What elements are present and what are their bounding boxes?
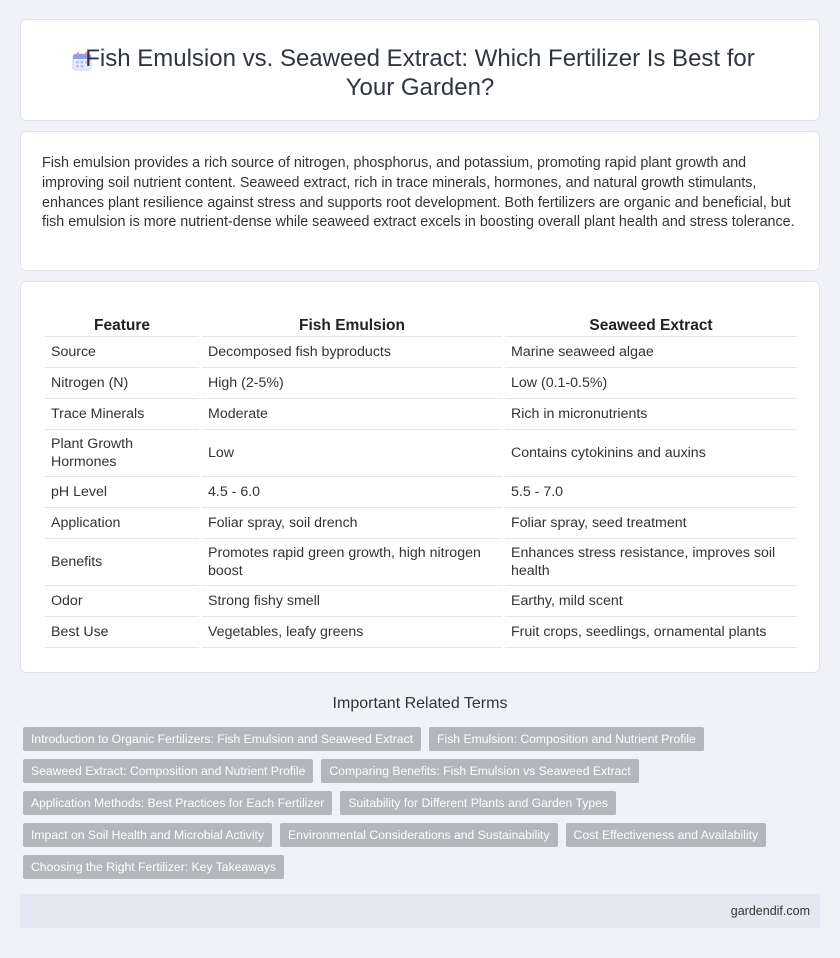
- table-cell-fish: Foliar spray, soil drench: [202, 508, 502, 539]
- table-cell-feature: Application: [45, 508, 199, 539]
- table-cell-seaweed: Low (0.1-0.5%): [505, 368, 797, 399]
- related-term-tag[interactable]: Comparing Benefits: Fish Emulsion vs Seaweed Extract: [321, 759, 638, 783]
- related-term-tag[interactable]: Suitability for Different Plants and Garden Types: [340, 791, 616, 815]
- table-cell-fish: Moderate: [202, 399, 502, 430]
- related-terms-title: Important Related Terms: [332, 695, 508, 712]
- table-cell-seaweed: Fruit crops, seedlings, ornamental plants: [505, 617, 797, 648]
- related-term-tag[interactable]: Seaweed Extract: Composition and Nutrient Profile: [23, 759, 313, 783]
- table-cell-fish: 4.5 - 6.0: [202, 477, 502, 508]
- table-cell-fish: Promotes rapid green growth, high nitrogen boost: [202, 539, 502, 586]
- related-term-tag[interactable]: Application Methods: Best Practices for Each Fertilizer: [23, 791, 332, 815]
- table-cell-seaweed: Marine seaweed algae: [505, 337, 797, 368]
- related-terms-list: [23, 727, 823, 879]
- header-fish-emulsion: Fish Emulsion: [202, 316, 502, 337]
- related-term-tag[interactable]: Impact on Soil Health and Microbial Activity: [23, 823, 272, 847]
- related-term-tag[interactable]: Environmental Considerations and Sustainability: [280, 823, 558, 847]
- table-cell-fish: Vegetables, leafy greens: [202, 617, 502, 648]
- related-term-tag[interactable]: Fish Emulsion: Composition and Nutrient Profile: [429, 727, 704, 751]
- header-card: [20, 19, 820, 121]
- table-cell-feature: pH Level: [45, 477, 199, 508]
- table-row: [45, 368, 797, 399]
- header-seaweed-extract: Seaweed Extract: [505, 316, 797, 337]
- comparison-table-card: [20, 281, 820, 673]
- table-cell-feature: Best Use: [45, 617, 199, 648]
- table-cell-feature: Odor: [45, 586, 199, 617]
- table-cell-seaweed: Earthy, mild scent: [505, 586, 797, 617]
- table-cell-seaweed: Foliar spray, seed treatment: [505, 508, 797, 539]
- comparison-table: [42, 316, 800, 648]
- table-cell-seaweed: Contains cytokinins and auxins: [505, 430, 797, 477]
- table-row: [45, 586, 797, 617]
- table-cell-fish: Decomposed fish byproducts: [202, 337, 502, 368]
- table-header-row: [45, 316, 797, 337]
- table-cell-fish: Strong fishy smell: [202, 586, 502, 617]
- table-cell-feature: Benefits: [45, 539, 199, 586]
- page-title-line-2: Your Garden?: [345, 74, 495, 101]
- related-term-tag[interactable]: Introduction to Organic Fertilizers: Fish Emulsion and Seaweed Extract: [23, 727, 421, 751]
- table-cell-feature: Nitrogen (N): [45, 368, 199, 399]
- table-cell-feature: Trace Minerals: [45, 399, 199, 430]
- table-cell-fish: High (2-5%): [202, 368, 502, 399]
- intro-card: [20, 131, 820, 271]
- related-term-tag[interactable]: Choosing the Right Fertilizer: Key Takeaways: [23, 855, 284, 879]
- table-cell-seaweed: Enhances stress resistance, improves soil health: [505, 539, 797, 586]
- related-term-tag[interactable]: Cost Effectiveness and Availability: [566, 823, 767, 847]
- table-row: [45, 508, 797, 539]
- table-cell-feature: Source: [45, 337, 199, 368]
- page-title-line-1: Fish Emulsion vs. Seaweed Extract: Which Fertilizer Is Best for: [85, 45, 755, 72]
- table-cell-seaweed: 5.5 - 7.0: [505, 477, 797, 508]
- table-cell-feature: Plant Growth Hormones: [45, 430, 199, 477]
- table-row: [45, 337, 797, 368]
- table-cell-seaweed: Rich in micronutrients: [505, 399, 797, 430]
- table-row: [45, 539, 797, 586]
- header-feature: Feature: [45, 316, 199, 337]
- table-row: [45, 430, 797, 477]
- footer-site-name[interactable]: gardendif.com: [730, 904, 810, 918]
- intro-paragraph: Fish emulsion provides a rich source of nitrogen, phosphorus, and potassium, promoting rapid plant growth and improving soil nutrient content. Seaweed extract, rich in trace minerals, hormones, and natural growth stimulants, enhances plant resilience against stress and supports root development. Both fertilizers are organic and beneficial, but fish emulsion is more nutrient-dense while seaweed extract excels in boosting overall plant health and stress tolerance.: [42, 155, 795, 231]
- table-cell-fish: Low: [202, 430, 502, 477]
- table-row: [45, 617, 797, 648]
- table-row: [45, 477, 797, 508]
- table-row: [45, 399, 797, 430]
- page-title: [21, 44, 819, 102]
- footer: [20, 894, 820, 928]
